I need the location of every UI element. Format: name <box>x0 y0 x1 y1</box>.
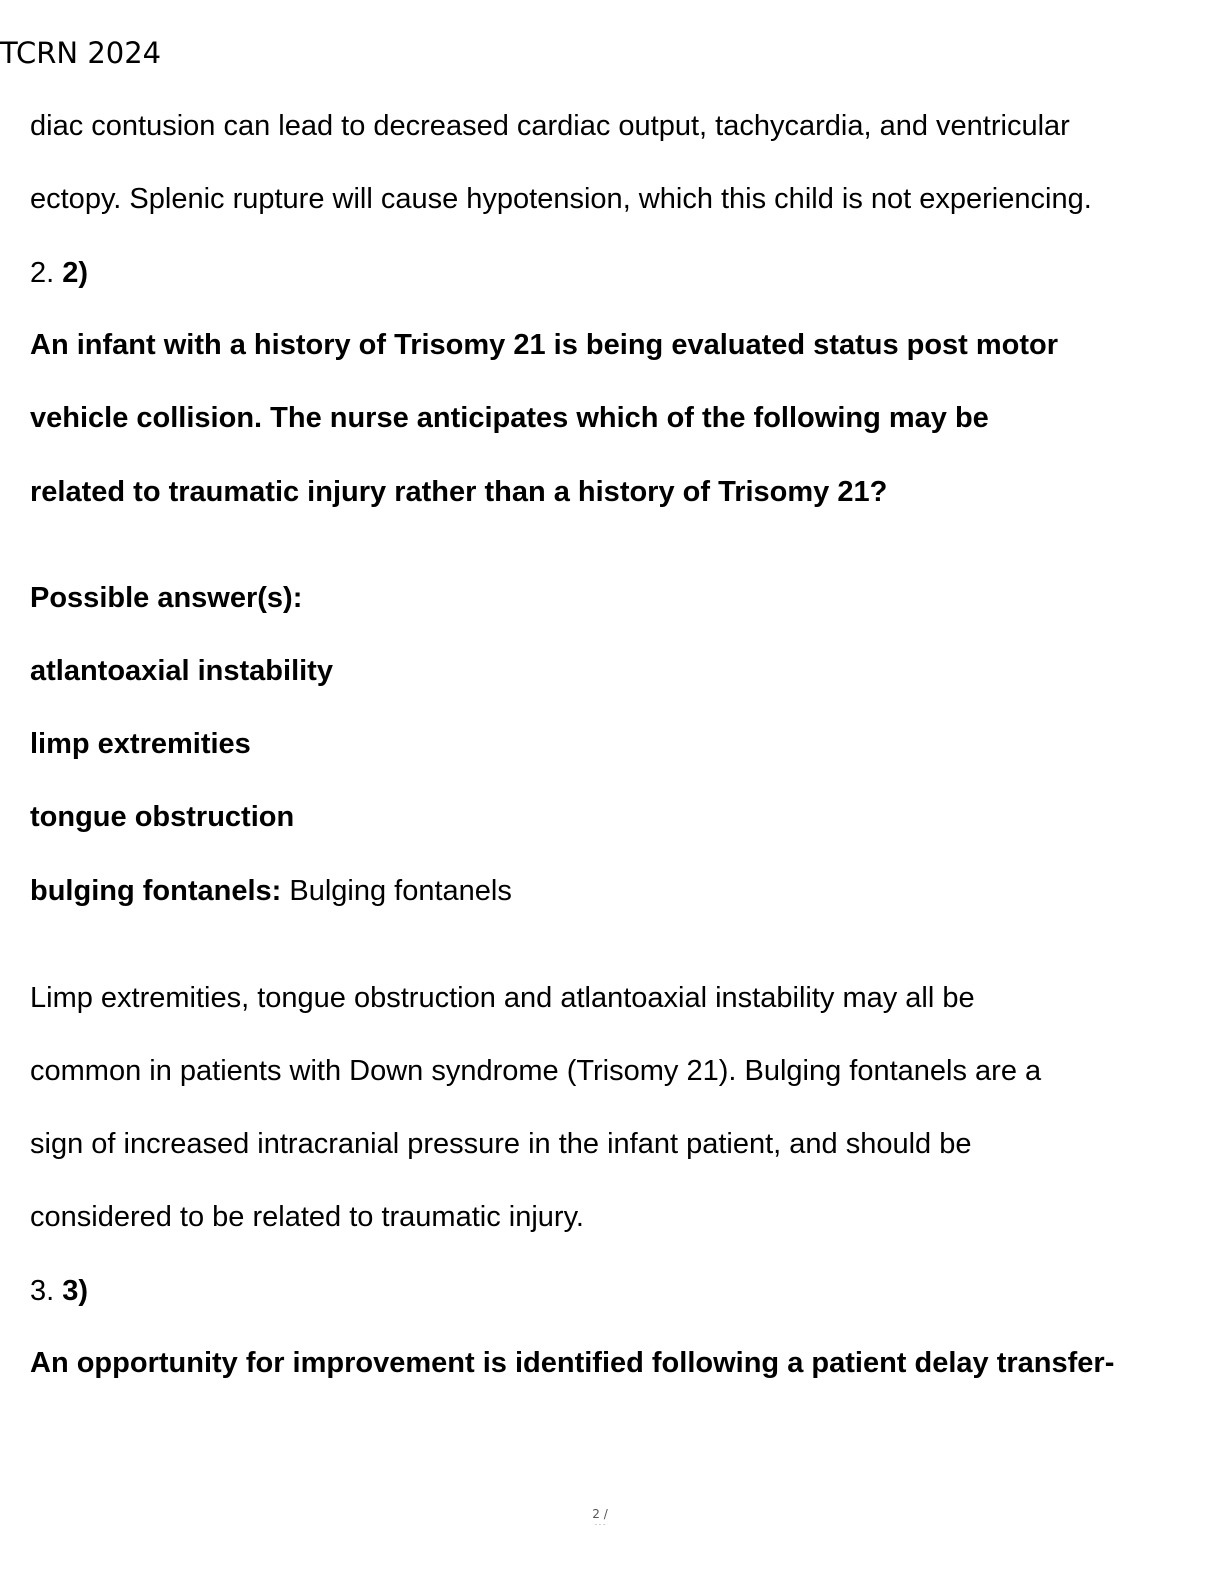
question-number <box>30 1273 88 1309</box>
question-label: 3) <box>62 1275 89 1307</box>
rationale-text-line: ectopy. Splenic rupture will cause hypotension, which this child is not experiencing. <box>30 183 1092 215</box>
question-number <box>30 255 88 291</box>
rationale-text-line: common in patients with Down syndrome (Trisomy 21). Bulging fontanels are a <box>30 1055 1042 1087</box>
page-number-total: - - - <box>594 1521 606 1528</box>
rationale-text-line: sign of increased intracranial pressure in the infant patient, and should be <box>30 1128 972 1160</box>
answer-option: tongue obstruction <box>30 801 295 833</box>
correct-answer <box>30 873 512 909</box>
rationale-text-line: diac contusion can lead to decreased cardiac output, tachycardia, and ventricular <box>30 110 1070 142</box>
answer-option: limp extremities <box>30 728 251 760</box>
list-number: 2. <box>30 257 55 289</box>
question-text-line: vehicle collision. The nurse anticipates which of the following may be <box>30 402 989 434</box>
rationale-text-line: considered to be related to traumatic injury. <box>30 1201 584 1233</box>
page-header-title: TCRN 2024 <box>0 36 162 70</box>
correct-answer-value: Bulging fontanels <box>281 875 512 907</box>
rationale-text-line: Limp extremities, tongue obstruction and atlantoaxial instability may all be <box>30 982 975 1014</box>
answer-option: atlantoaxial instability <box>30 655 333 687</box>
answers-heading: Possible answer(s): <box>30 582 303 614</box>
question-label: 2) <box>62 257 89 289</box>
question-text-line: An infant with a history of Trisomy 21 is being evaluated status post motor <box>30 329 1059 361</box>
page-number: 2 / <box>592 1507 608 1521</box>
correct-answer-label: bulging fontanels: <box>30 875 282 907</box>
list-number: 3. <box>30 1275 55 1307</box>
question-text-line: An opportunity for improvement is identified following a patient delay transfer- <box>30 1347 1115 1379</box>
question-text-line: related to traumatic injury rather than a history of Trisomy 21? <box>30 476 888 508</box>
